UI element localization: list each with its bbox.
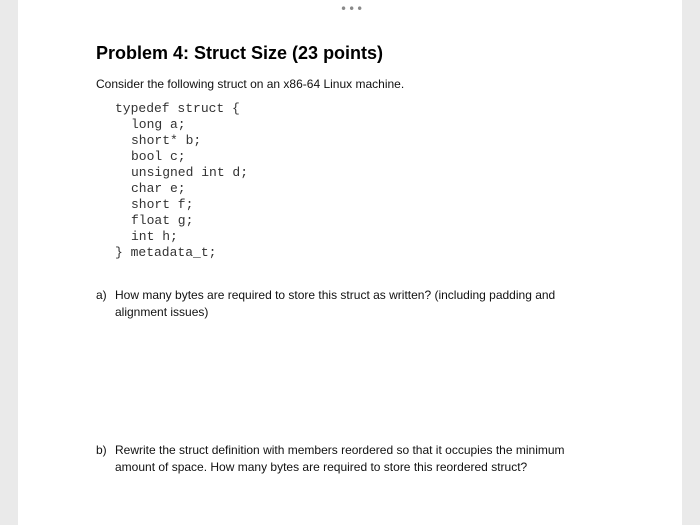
left-margin bbox=[0, 0, 18, 525]
code-line-member: float g; bbox=[131, 213, 194, 228]
question-text: Rewrite the struct definition with members reordered so that it occupies the minimum amount of space. How many bytes are required to store this reordered struct? bbox=[115, 443, 565, 474]
code-line-open: typedef struct { bbox=[115, 101, 240, 116]
question-label: b) bbox=[96, 443, 107, 457]
code-line-member: unsigned int d; bbox=[131, 165, 249, 180]
question-b bbox=[96, 442, 586, 476]
problem-intro: Consider the following struct on an x86-64 Linux machine. bbox=[96, 77, 405, 91]
problem-title: Problem 4: Struct Size (23 points) bbox=[96, 43, 384, 63]
code-line-member: short f; bbox=[131, 197, 194, 212]
question-label: a) bbox=[96, 288, 107, 302]
question-a bbox=[96, 287, 586, 321]
code-line-member: long a; bbox=[131, 117, 186, 132]
code-block bbox=[115, 101, 248, 261]
right-margin bbox=[682, 0, 700, 525]
code-line-close: } metadata_t; bbox=[115, 245, 217, 260]
more-horizontal-icon[interactable]: ••• bbox=[340, 2, 365, 16]
code-line-member: char e; bbox=[131, 181, 186, 196]
code-line-member: int h; bbox=[131, 229, 178, 244]
code-line-member: bool c; bbox=[131, 149, 186, 164]
code-line-member: short* b; bbox=[131, 133, 202, 148]
question-text: How many bytes are required to store this struct as written? (including padding and alignment issues) bbox=[115, 288, 556, 319]
